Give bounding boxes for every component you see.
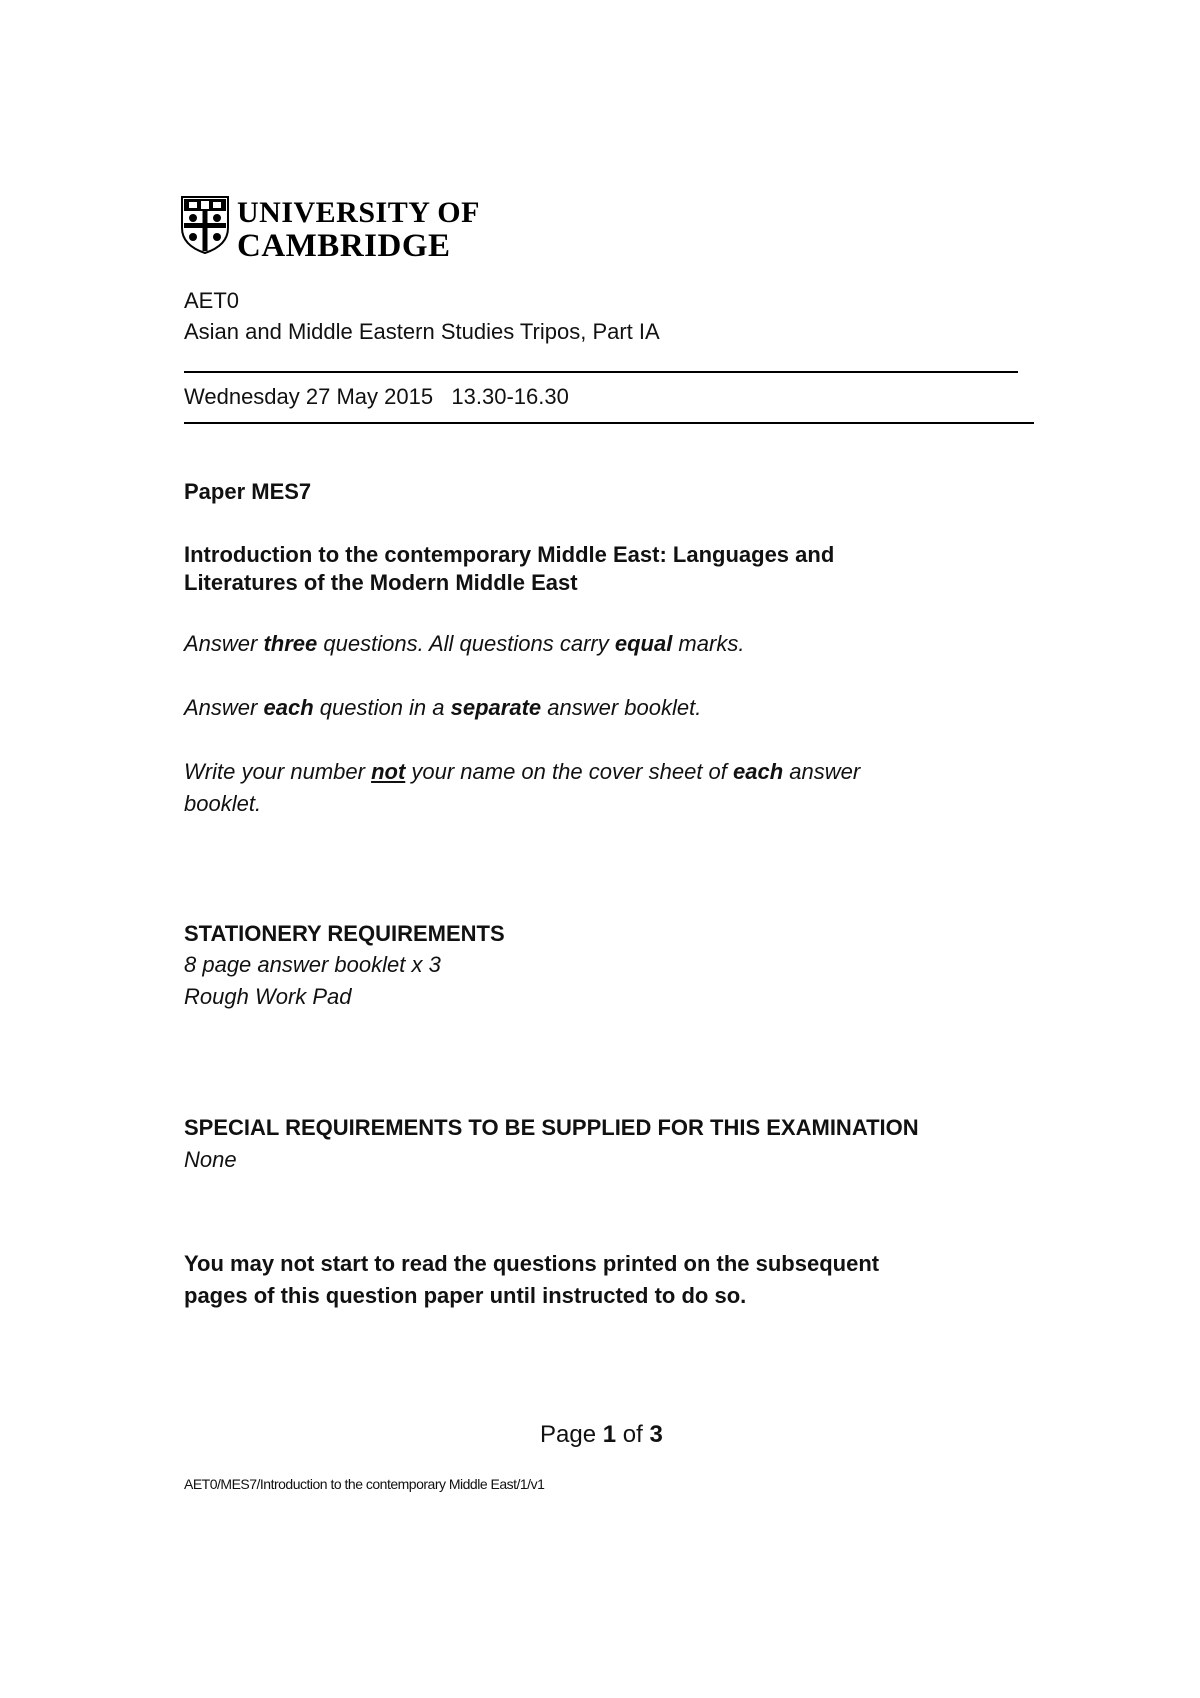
paper-title-line-2: Literatures of the Modern Middle East: [184, 570, 578, 595]
logo-wordmark: [237, 196, 480, 263]
page-number: [540, 1421, 663, 1449]
instruction-separate-booklet: [184, 694, 701, 722]
instruction-emphasis: each: [263, 695, 314, 720]
page-total: 3: [649, 1421, 663, 1448]
notice-line-1: You may not start to read the questions printed on the subsequent: [184, 1251, 880, 1276]
paper-label: Paper MES7: [184, 479, 312, 504]
instruction-text: questions. All questions carry: [317, 631, 615, 656]
instruction-write-number-cont: booklet.: [184, 791, 262, 816]
university-logo: [181, 196, 480, 263]
logo-line-university: UNIVERSITY OF: [237, 196, 480, 229]
instruction-emphasis: equal: [614, 631, 673, 656]
instruction-emphasis: not: [371, 759, 406, 784]
paper-title-line-1: Introduction to the contemporary Middle East: Languages and: [184, 542, 835, 567]
tripos-name: Asian and Middle Eastern Studies Tripos, Part IA: [184, 319, 660, 344]
page-of: of: [616, 1421, 650, 1448]
document-footer-reference: AET0/MES7/Introduction to the contemporary Middle East/1/v1: [184, 1476, 545, 1492]
instruction-text: question in a: [313, 695, 451, 720]
header-rule-bottom: [184, 422, 1034, 424]
instruction-text: Answer: [184, 695, 264, 720]
cambridge-crest-icon: [181, 196, 229, 254]
instruction-text: Write your number: [184, 759, 372, 784]
exam-datetime: Wednesday 27 May 2015 13.30-16.30: [184, 384, 569, 409]
special-requirements-heading: SPECIAL REQUIREMENTS TO BE SUPPLIED FOR THIS EXAMINATION: [184, 1115, 919, 1140]
instruction-text: answer booklet.: [541, 695, 702, 720]
stationery-item: 8 page answer booklet x 3: [184, 952, 441, 977]
instruction-answer-three: [184, 630, 744, 658]
header-rule-top: [184, 371, 1018, 373]
exam-code: AET0: [184, 288, 240, 313]
instruction-text: your name on the cover sheet of: [405, 759, 734, 784]
instruction-emphasis: three: [263, 631, 318, 656]
special-requirements-value: None: [184, 1147, 237, 1172]
instruction-emphasis: separate: [450, 695, 542, 720]
instruction-text: answer: [783, 759, 861, 784]
stationery-item: Rough Work Pad: [184, 984, 352, 1009]
page-prefix: Page: [540, 1421, 603, 1448]
page-current: 1: [602, 1421, 617, 1448]
instruction-emphasis: each: [733, 759, 784, 784]
instruction-text: Answer: [184, 631, 264, 656]
instruction-write-number: [184, 758, 860, 786]
notice-line-2: pages of this question paper until instructed to do so.: [184, 1283, 747, 1308]
logo-line-cambridge: CAMBRIDGE: [237, 228, 451, 264]
instruction-text: marks.: [672, 631, 745, 656]
stationery-heading: STATIONERY REQUIREMENTS: [184, 921, 505, 946]
